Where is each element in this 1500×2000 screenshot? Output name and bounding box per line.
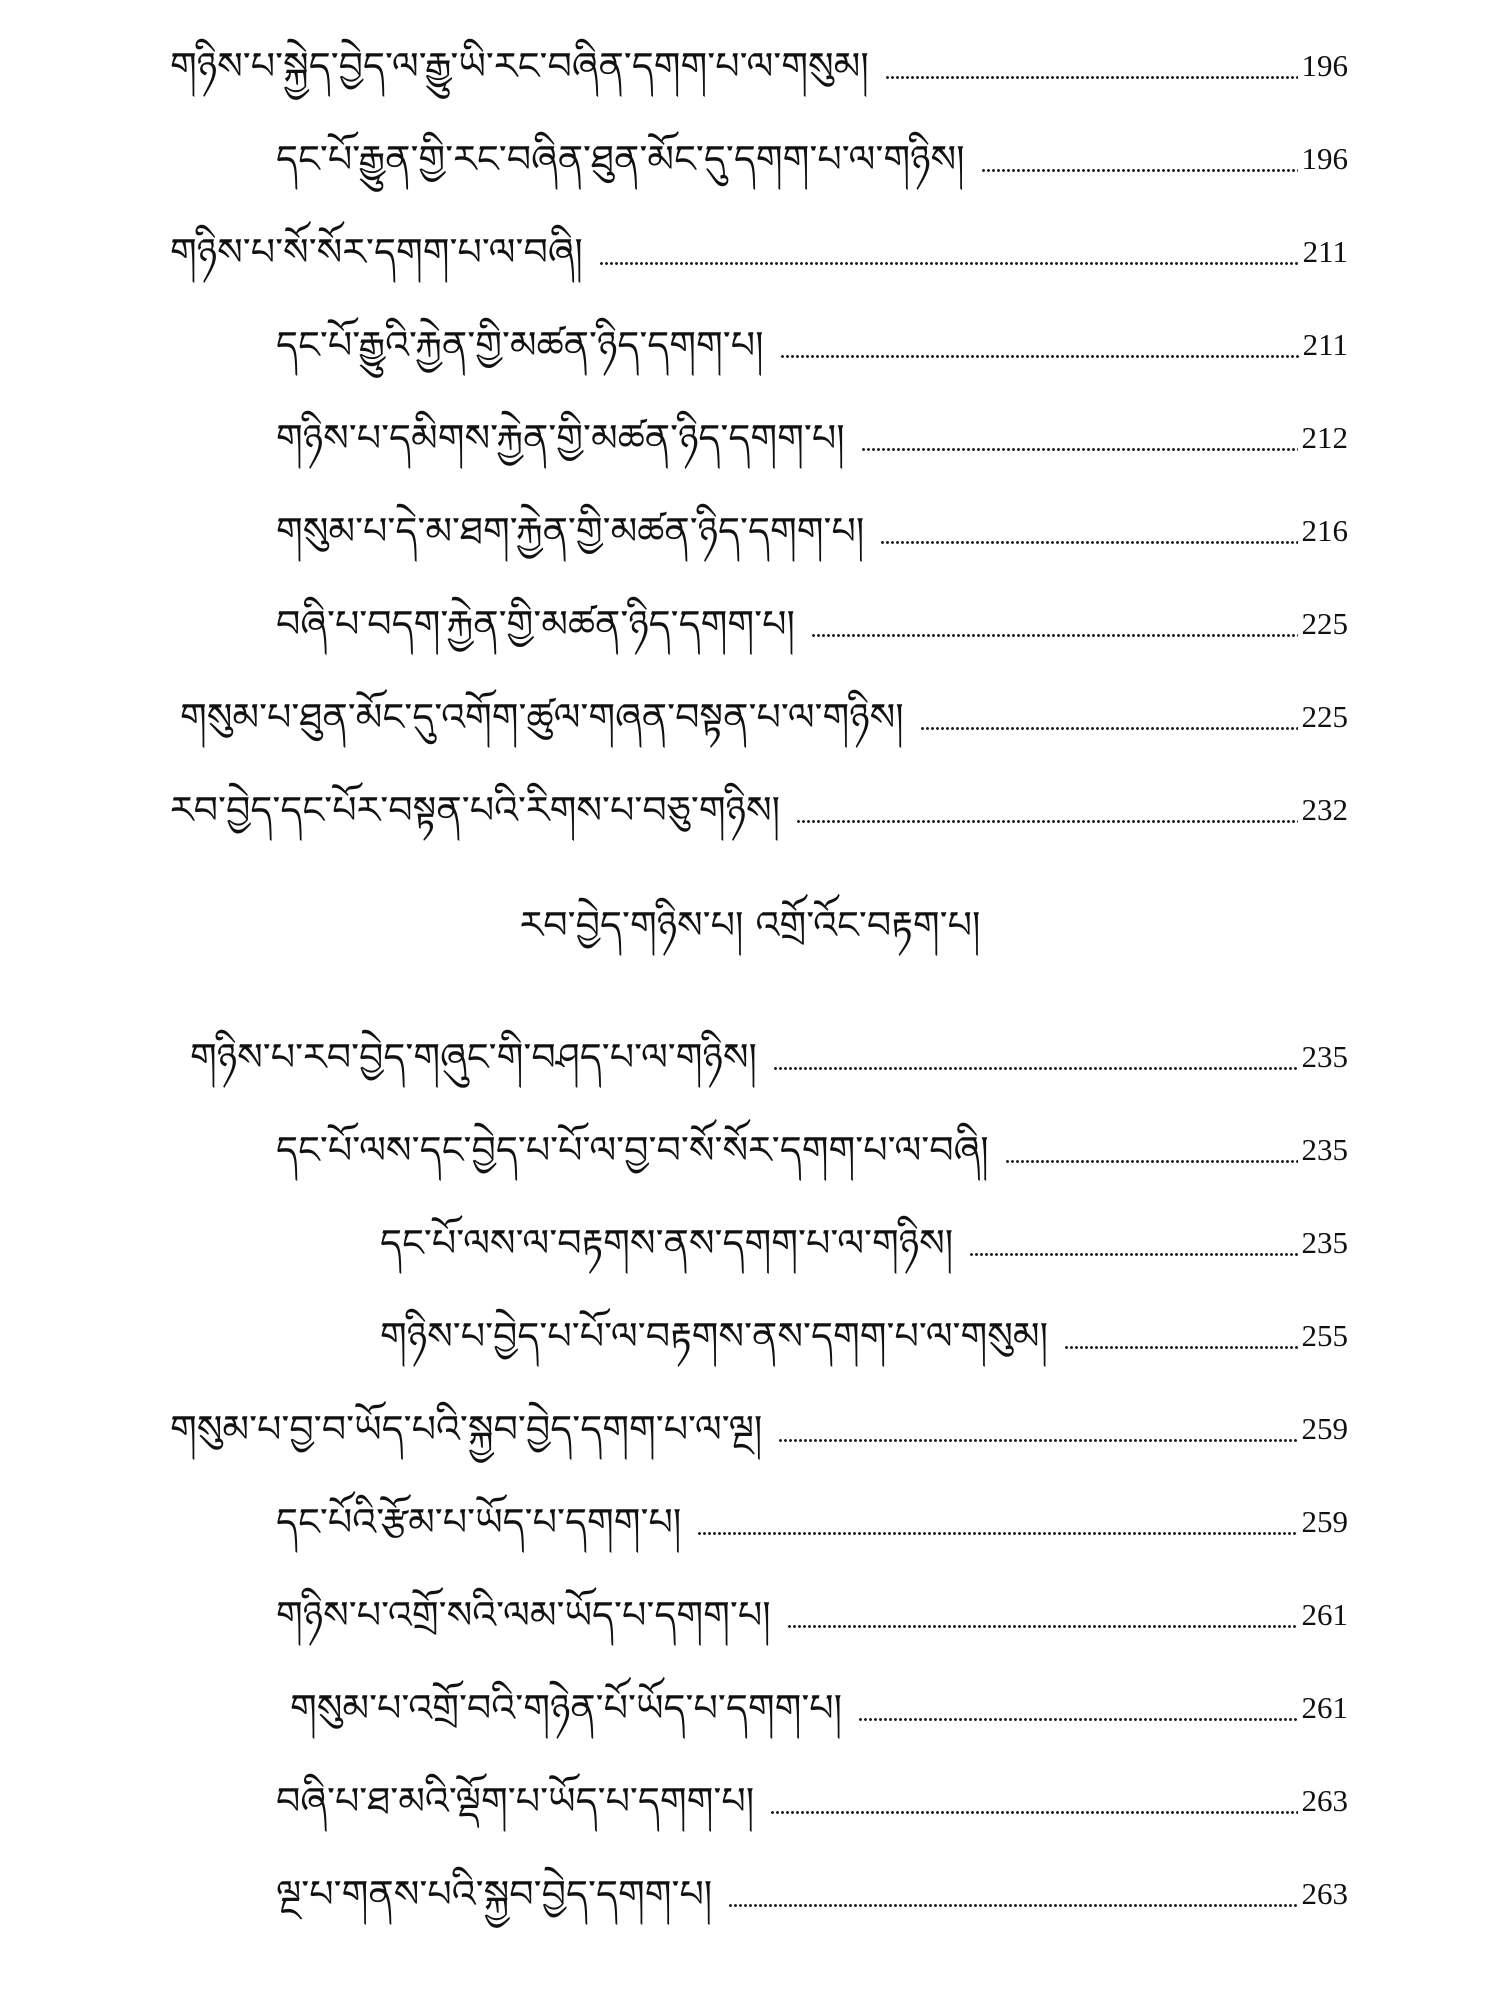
toc-entry [276, 1118, 1348, 1182]
toc-page-number: 261 [1301, 1597, 1348, 1632]
toc-page-number: 263 [1301, 1876, 1348, 1911]
dot-leader [773, 1055, 1298, 1071]
toc-entry [170, 220, 1348, 284]
dot-leader [778, 1427, 1297, 1443]
toc-page-number: 259 [1301, 1504, 1348, 1539]
dot-leader [885, 64, 1298, 80]
toc-entry [276, 1490, 1348, 1554]
toc-entry-text: བཞི་པ་ཐ་མའི་ལྡོག་པ་ཡོད་པ་དགག་པ། [276, 1779, 755, 1823]
toc-entry-text: གཉིས་པ་བྱེད་པ་པོ་ལ་བརྟགས་ནས་དགག་པ་ལ་གསུམ། [380, 1314, 1049, 1358]
toc-page-number: 212 [1301, 420, 1348, 455]
section-heading: རབ་བྱེད་གཉིས་པ། འགྲོ་འོང་བརྟག་པ། [519, 903, 981, 947]
toc-entry-text: གསུམ་པ་ཐུན་མོང་དུ་འགོག་ཚུལ་གཞན་བསྟན་པ་ལ་གཉིས། [180, 695, 904, 739]
dot-leader [861, 436, 1298, 452]
toc-page-number: 196 [1301, 141, 1348, 176]
toc-entry-text: དང་པོའི་རྩོམ་པ་ཡོད་པ་དགག་པ། [276, 1500, 682, 1544]
toc-entry [380, 1211, 1348, 1275]
toc-entry [170, 1397, 1348, 1461]
dot-leader [787, 1613, 1298, 1629]
toc-entry-text: གསུམ་པ་དེ་མ་ཐག་རྐྱེན་གྱི་མཚན་ཉིད་དགག་པ། [276, 509, 865, 553]
toc-entry-text: གསུམ་པ་བྱ་བ་ཡོད་པའི་སྐྱབ་བྱེད་དགག་པ་ལ་ལྔ། [170, 1407, 763, 1451]
toc-entry-text: བཞི་པ་བདག་རྐྱེན་གྱི་མཚན་ཉིད་དགག་པ། [276, 602, 795, 646]
toc-page-number: 216 [1301, 513, 1348, 548]
toc-entry-text: ལྔ་པ་གནས་པའི་སྐྱབ་བྱེད་དགག་པ། [276, 1872, 713, 1916]
toc-page-number: 196 [1301, 48, 1348, 83]
toc-entry [190, 1025, 1348, 1089]
toc-entry-text: གཉིས་པ་དམིགས་རྐྱེན་གྱི་མཚན་ཉིད་དགག་པ། [276, 416, 845, 460]
dot-leader [811, 622, 1298, 638]
dot-leader [880, 529, 1297, 545]
toc-entry-text: རབ་བྱེད་དང་པོར་བསྟན་པའི་རིགས་པ་བཅུ་གཉིས། [170, 788, 781, 832]
toc-entry [380, 1304, 1348, 1368]
toc-entry [276, 1583, 1348, 1647]
toc-entry [276, 1862, 1348, 1926]
dot-leader [728, 1892, 1297, 1908]
toc-page-number: 211 [1302, 327, 1348, 362]
toc-entry [276, 499, 1348, 563]
toc-entry-text: གཉིས་པ་སོ་སོར་དགག་པ་ལ་བཞི། [170, 230, 583, 274]
toc-page-number: 232 [1301, 792, 1348, 827]
dot-leader [1005, 1148, 1298, 1164]
toc-page-number: 259 [1301, 1411, 1348, 1446]
toc-page-number: 211 [1302, 234, 1348, 269]
toc-entry-text: གཉིས་པ་སྐྱེད་བྱེད་ལ་རྒྱུ་ཡི་རང་བཞིན་དགག་པ་ལ་གསུམ། [170, 44, 869, 88]
dot-leader [920, 715, 1298, 731]
dot-leader [969, 1241, 1297, 1257]
dot-leader [981, 157, 1298, 173]
toc-entry-text: དང་པོ་ལས་དང་བྱེད་པ་པོ་ལ་བྱ་བ་སོ་སོར་དགག་པ་ལ་བཞི། [276, 1128, 989, 1172]
toc-page-number: 235 [1301, 1039, 1348, 1074]
toc-entry-text: དང་པོ་རྒྱུའི་རྐྱེན་གྱི་མཚན་ཉིད་དགག་པ། [276, 323, 764, 367]
toc-page-number: 263 [1301, 1783, 1348, 1818]
toc-entry-text: གཉིས་པ་རབ་བྱེད་གཞུང་གི་བཤད་པ་ལ་གཉིས། [190, 1035, 757, 1079]
toc-entry-text: གསུམ་པ་འགྲོ་བའི་གཉེན་པོ་ཡོད་པ་དགག་པ། [290, 1686, 843, 1730]
toc-entry [170, 778, 1348, 842]
toc-page-number: 235 [1301, 1132, 1348, 1167]
dot-leader [599, 250, 1299, 266]
toc-entry [276, 127, 1348, 191]
toc-entry-text: དང་པོ་རྒྱུན་གྱི་རང་བཞིན་ཐུན་མོང་དུ་དགག་པ་ལ་གཉིས། [276, 137, 965, 181]
toc-entry [180, 685, 1348, 749]
dot-leader [780, 343, 1299, 359]
toc-entry [276, 1769, 1348, 1833]
toc-page-number: 225 [1301, 606, 1348, 641]
toc-page-number: 235 [1301, 1225, 1348, 1260]
dot-leader [796, 808, 1297, 824]
toc-page-number: 261 [1301, 1690, 1348, 1725]
toc-entry-text: གཉིས་པ་འགྲོ་སའི་ལམ་ཡོད་པ་དགག་པ། [276, 1593, 771, 1637]
toc-entry [290, 1676, 1348, 1740]
dot-leader [697, 1520, 1297, 1536]
toc-entry-text: དང་པོ་ལས་ལ་བརྟགས་ནས་དགག་པ་ལ་གཉིས། [380, 1221, 954, 1265]
dot-leader [858, 1706, 1297, 1722]
dot-leader [770, 1799, 1297, 1815]
toc-page-number: 225 [1301, 699, 1348, 734]
toc-entry [276, 592, 1348, 656]
toc-entry [276, 313, 1348, 377]
toc-page-number: 255 [1301, 1318, 1348, 1353]
toc-entry [276, 406, 1348, 470]
toc-entry [170, 34, 1348, 98]
dot-leader [1064, 1334, 1297, 1350]
